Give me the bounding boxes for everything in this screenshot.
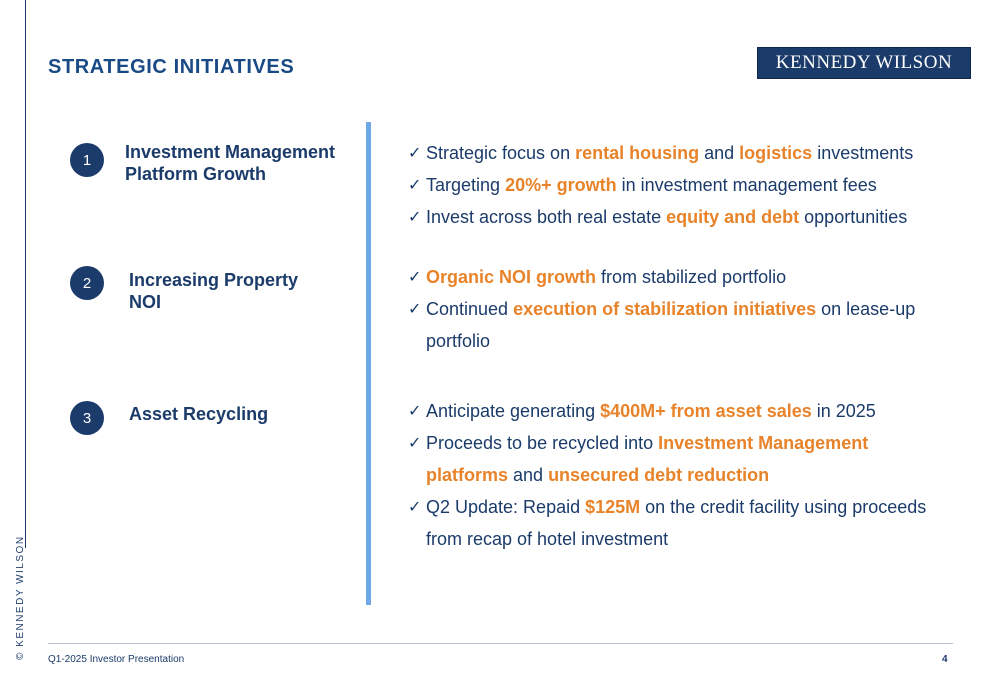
check-icon: ✓ [408, 143, 422, 162]
bullet-item [408, 137, 913, 169]
check-icon: ✓ [408, 267, 422, 286]
left-vertical-rule [25, 0, 26, 548]
footer-rule [48, 643, 953, 644]
initiative-title-1-line2: Platform Growth [125, 164, 267, 184]
bullet-highlight: execution of stabilization initiatives [513, 299, 817, 319]
initiative-title-3 [129, 403, 268, 425]
check-icon: ✓ [408, 497, 422, 516]
bullet-text: Invest across both real estate [426, 207, 667, 227]
initiative-title-2-line2: NOI [129, 292, 162, 312]
initiative-3-bullets [408, 395, 926, 555]
bullet-item [408, 491, 926, 555]
bullet-text: investments [812, 143, 914, 163]
bullet-text: Continued [426, 299, 514, 319]
initiative-title-1 [125, 141, 335, 185]
side-copyright: © KENNEDY WILSON [15, 535, 26, 660]
initiative-title-2-line1: Increasing Property [129, 270, 299, 290]
initiative-title-3-line1: Asset Recycling [129, 404, 269, 424]
bullet-highlight-continued: unsecured debt reduction [548, 465, 770, 485]
check-icon: ✓ [408, 299, 422, 318]
bullet-text: Q2 Update: Repaid [426, 497, 586, 517]
bullet-text: on the credit facility using proceeds [640, 497, 927, 517]
bullet-text: Strategic focus on [426, 143, 576, 163]
bullet-highlight: logistics [739, 143, 813, 163]
bullet-text-continued: from recap of hotel investment [426, 529, 669, 549]
bullet-text-continued: portfolio [426, 331, 491, 351]
check-icon: ✓ [408, 207, 422, 226]
bullet-item [408, 395, 926, 427]
bullet-highlight: $125M [585, 497, 641, 517]
bullet-highlight: Investment Management [658, 433, 869, 453]
bullet-item [408, 169, 913, 201]
bullet-text-continued: and [508, 465, 549, 485]
bullet-text: Anticipate generating [426, 401, 601, 421]
initiative-number-badge-2: 2 [70, 266, 104, 300]
bullet-text: on lease-up [816, 299, 916, 319]
bullet-text: opportunities [799, 207, 908, 227]
bullet-highlight: 20%+ growth [505, 175, 617, 195]
initiative-title-2 [129, 269, 298, 313]
initiative-number-badge-3: 3 [70, 401, 104, 435]
initiative-title-1-line1: Investment Management [125, 142, 336, 162]
footer-presentation-label: Q1-2025 Investor Presentation [48, 654, 185, 665]
bullet-highlight-continued: platforms [426, 465, 509, 485]
bullet-item [408, 293, 915, 357]
initiative-number-badge-1: 1 [70, 143, 104, 177]
page-title: STRATEGIC INITIATIVES [48, 56, 295, 78]
bullet-text: and [699, 143, 740, 163]
bullet-highlight: $400M+ from asset sales [600, 401, 812, 421]
initiative-1-bullets [408, 137, 913, 233]
column-divider [366, 122, 371, 605]
bullet-text: in investment management fees [616, 175, 877, 195]
bullet-item [408, 261, 915, 293]
check-icon: ✓ [408, 433, 422, 452]
initiative-2-bullets [408, 261, 915, 357]
bullet-text: Targeting [426, 175, 506, 195]
bullet-highlight: equity and debt [666, 207, 800, 227]
bullet-highlight: rental housing [575, 143, 700, 163]
page-number: 4 [942, 654, 948, 665]
bullet-highlight: Organic NOI growth [426, 267, 597, 287]
kennedy-wilson-logo: KENNEDY WILSON [757, 47, 971, 79]
bullet-text: in 2025 [811, 401, 876, 421]
bullet-text: Proceeds to be recycled into [426, 433, 659, 453]
bullet-item [408, 427, 926, 491]
check-icon: ✓ [408, 401, 422, 420]
check-icon: ✓ [408, 175, 422, 194]
bullet-item [408, 201, 913, 233]
bullet-text: from stabilized portfolio [596, 267, 787, 287]
